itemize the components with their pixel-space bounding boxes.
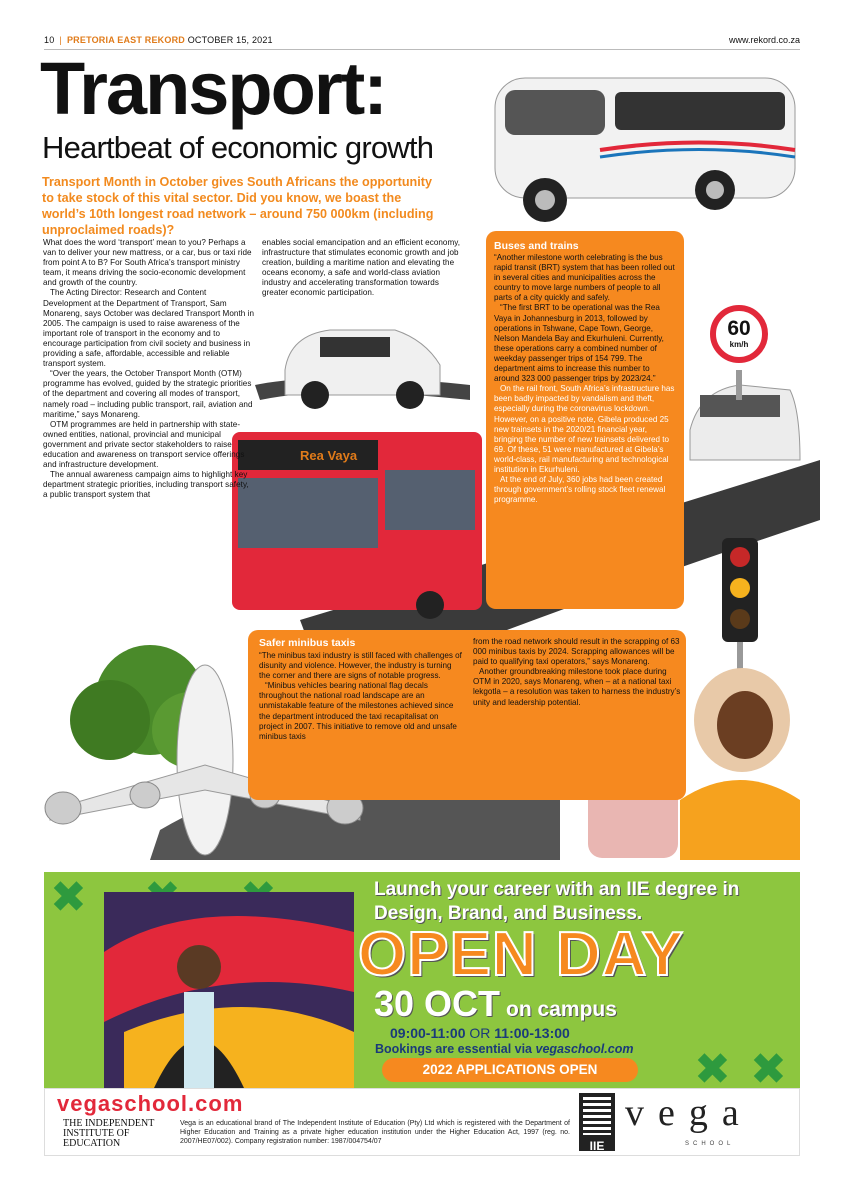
- vega-logo: vega: [625, 1092, 753, 1134]
- website-link[interactable]: www.rekord.co.za: [728, 35, 800, 45]
- page-header: 10 | PRETORIA EAST REKORD OCTOBER 15, 2021 www.rekord.co.za: [44, 30, 800, 50]
- article-column-2: [262, 238, 467, 299]
- article-column-1: [43, 238, 255, 500]
- vega-school-label: SCHOOL: [685, 1141, 735, 1147]
- article-subtitle: Heartbeat of economic growth: [42, 130, 434, 165]
- legal-notice: Vega is an educational brand of The Independent Institute of Education (Pty) Ltd which is registered with the Department of Higher Education and Training as a private higher education institution under the Higher Education Act, 1997 (reg. no. 2007/HE07/002). Company registration number: 1987/004754/07: [180, 1120, 570, 1145]
- open-day-date: 30 OCT on campus: [374, 983, 617, 1024]
- buses-trains-box: [486, 231, 684, 609]
- speed-limit-unit: km/h: [729, 340, 749, 349]
- paragraph: Another groundbreaking milestone took place during OTM in 2020, says Monareng, when – at a national taxi lekgotla – a resolution was taken to harness the industry’s unity and leadership potential.: [473, 667, 681, 707]
- x-pattern-icon: ✖: [50, 872, 87, 923]
- minibus-heading: Safer minibus taxis: [259, 637, 356, 649]
- student-graffiti-image: [44, 872, 374, 1088]
- ad-headline: Launch your career with an IIE degree in Design, Brand, and Business.: [374, 879, 740, 924]
- traffic-light-image: [722, 538, 758, 672]
- issue-date: OCTOBER 15, 2021: [187, 35, 273, 45]
- iie-wordmark: THE INDEPENDENT INSTITUTE OF EDUCATION: [63, 1118, 155, 1149]
- bookings-note: Bookings are essential via vegaschool.com: [375, 1042, 634, 1056]
- paragraph: “Minibus vehicles bearing national flag decals throughout the national road landscape are an unmistakable feature of the milestones achieved since the department introduced the taxi recapitalisat on project in 2007. This initiative to remove old and unsafe minibus taxis: [259, 681, 457, 741]
- paragraph: The Acting Director: Research and Content Development at the Department of Transport, Sam Monareng, says October was declared Transport Month in 2005. The campaign is used to raise awareness of the important role of transport in the economy and to encourage participation from civil society and business in providing a safe, affordable, accessible and reliable transport system.: [43, 288, 254, 369]
- sedan-image: [690, 385, 800, 460]
- on-campus-label: on campus: [506, 998, 617, 1021]
- publication-name: PRETORIA EAST REKORD: [66, 35, 185, 45]
- buses-trains-heading: Buses and trains: [494, 240, 579, 252]
- bus-image: [232, 432, 482, 619]
- speed-limit-sign: [710, 305, 768, 363]
- minibus-taxi-image: [495, 78, 795, 222]
- paragraph: “The first BRT to be operational was the Rea Vaya in Johannesburg in 2013, followed by operations in Tshwane, Cape Town, George, Nelson Mandela Bay and Ekurhuleni. Currently, these operations carry a combined number of weekday passenger trips of 154 799. The department aims to increase this number to around 323 000 passenger trips by 2023/24.”: [494, 303, 664, 384]
- x-pattern-icon: ✖: [694, 1044, 731, 1088]
- x-pattern-icon: ✖: [750, 1044, 787, 1088]
- vegaschool-link[interactable]: vegaschool.com: [57, 1091, 244, 1116]
- svg-text:Rea Vaya: Rea Vaya: [300, 448, 358, 463]
- suv-image: [285, 330, 440, 409]
- paragraph: OTM programmes are held in partnership with state-owned entities, national, provincial and municipal government and private sector stakeholders to raise education and awareness on transport service offerings and infrastructure development.: [43, 419, 245, 470]
- paragraph: What does the word ‘transport’ mean to you? Perhaps a van to deliver your new mattress, or a car, bus or taxi ride from point A to B? For South Africa’s transport ministry team, it means driving the socio-economic development and growth of the country.: [43, 238, 252, 288]
- iie-logo: IIE: [579, 1093, 615, 1151]
- minibus-taxis-box: [248, 630, 686, 800]
- paragraph: The annual awareness campaign aims to highlight key department strategic priorities, including transport safety, a public transport system that: [43, 470, 249, 500]
- page-number: 10: [44, 35, 55, 45]
- article-standfirst: Transport Month in October gives South Africans the opportunity to take stock of this vital sector. Did you know, we boast the world’s 10th longest road network – around 750 000km (including unproclaimed roads)?: [42, 175, 434, 237]
- paragraph: “Another milestone worth celebrating is the bus rapid transit (BRT) system that has been rolled out in several cities and municipalities across the country to move large numbers of people to all parts of a city quickly and safely.: [494, 253, 675, 303]
- paragraph: “The minibus taxi industry is still faced with challenges of disunity and violence. However, the industry is turning the corner and there are signs of notable progress.: [259, 651, 462, 681]
- paragraph: “Over the years, the October Transport Month (OTM) programme has evolved, guided by the strategic priorities of the department and covering all modes of transport, namely road – including public transport, rail, aviation and maritime,” says Monareng.: [43, 369, 253, 419]
- article-title: Transport:: [40, 47, 386, 130]
- applications-open-badge[interactable]: 2022 APPLICATIONS OPEN: [382, 1058, 638, 1082]
- paragraph: from the road network should result in the scrapping of 63 000 minibus taxis by 2024. Scrapping allowances will be paid to qualifying taxi operators,” says Monareng.: [473, 637, 680, 667]
- sign-post-image: [736, 370, 742, 400]
- open-day-times: 09:00-11:00 OR 11:00-13:00: [390, 1025, 570, 1041]
- bookings-link[interactable]: vegaschool.com: [535, 1042, 634, 1056]
- speed-limit-number: 60: [727, 317, 751, 340]
- ad-footer: [44, 1088, 800, 1156]
- paragraph: On the rail front, South Africa’s infrastructure has been badly impacted by vandalism and theft, especially during the coronavirus lockdown. However, on a positive note, Gibela produced 25 new trainsets in the 2020/21 financial year, bringing the number of new trainsets delivered to 69. Of these, 51 were manufactured at Gibela’s world-class, rail manufacturing and technological institution in Ekurhuleni.: [494, 384, 675, 474]
- vega-advert[interactable]: [44, 872, 800, 1088]
- paragraph: At the end of July, 360 jobs had been created through government’s rolling stock fleet renewal programme.: [494, 475, 666, 505]
- open-day-title: OPEN DAY: [358, 920, 685, 989]
- paragraph: enables social emancipation and an efficient economy, infrastructure that stimulates economic growth and job creation, building a maritime nation and elevating the oceans economy, a safe and world-class aviation industry and accelerating transformation towards greater economic participation.: [262, 238, 461, 298]
